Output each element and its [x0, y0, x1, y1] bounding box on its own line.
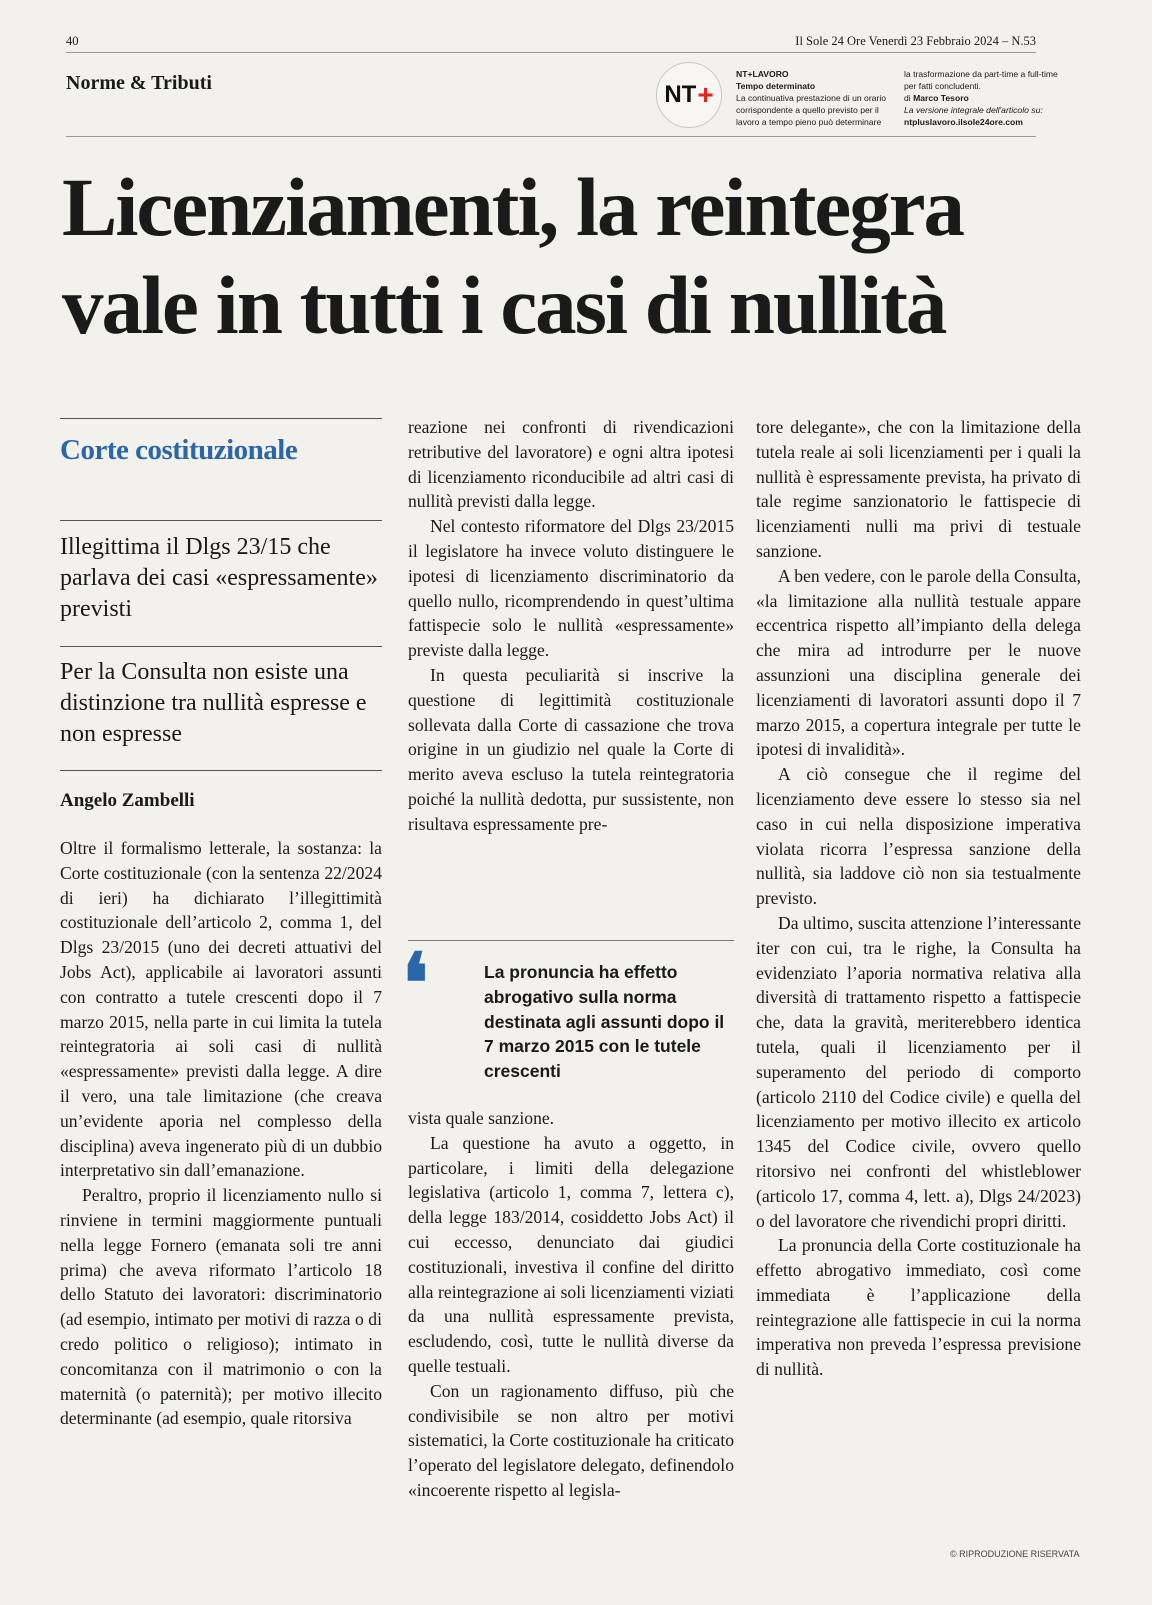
promo-author: Marco Tesoro: [913, 93, 969, 103]
divider: [60, 770, 382, 771]
promo-text-left: La continuativa prestazione di un orario corrispondente a quello previsto per il lavoro a tempo pieno può determinare: [736, 93, 887, 127]
promo-box-right: la trasformazione da part-time a full-time per fatti concludenti. di Marco Tesoro La versione integrale dell'articolo su: ntpluslavoro.ilsole24ore.com: [904, 69, 1058, 127]
edition-info: Il Sole 24 Ore Venerdì 23 Febbraio 2024 – N.53: [795, 34, 1036, 48]
promo-text-right: la trasformazione da part-time a full-time per fatti concludenti.: [904, 69, 1058, 91]
page-number: 40: [66, 34, 79, 48]
summary-1: Illegittima il Dlgs 23/15 che parlava dei casi «espressamente» previsti: [60, 534, 378, 622]
paragraph: A ciò consegue che il regime del licenziamento deve essere lo stesso sia nel caso in cui nella disposizione imperativa violata ricorra l’espressa sanzione della nullità, sia laddove ciò non sia testualmente previsto.: [756, 764, 1081, 909]
paragraph: tore delegante», che con la limitazione della tutela reale ai soli licenziamenti per i quali la nullità è espressamente prevista, ha privato di tale regime sanzionatorio le fattispecie di licenziamenti nulli ma privi di testuale sanzione.: [756, 417, 1081, 561]
promo-label: NT+LAVORO: [736, 69, 789, 79]
divider: [408, 940, 734, 941]
byline: Angelo Zambelli: [60, 790, 195, 811]
divider: [60, 646, 382, 647]
column-3: [756, 415, 1081, 1382]
promo-note: La versione integrale dell'articolo su:: [904, 105, 1043, 115]
paragraph: Con un ragionamento diffuso, più che condivisibile se non altro per motivi sistematici, la Corte costituzionale ha criticato l’operato del legislatore delegato, definendolo «incoerente rispetto al legisla-: [408, 1380, 734, 1500]
column-2-bottom: [408, 1106, 734, 1503]
nt-plus-logo: NT +: [656, 62, 722, 128]
paragraph: Peraltro, proprio il licenziamento nullo si rinviene in termini maggiormente puntuali nella legge Fornero (emanata soli tre anni prima) che aveva riformato l’articolo 18 dello Statuto dei lavoratori: discriminatorio (ad esempio, intimato per motivi di razza o di credo politico o religioso); intimato in concomitanza con il matrimonio o con la maternità (o paternità); per motivo illecito determinante (ad esempio, quale ritorsiva: [60, 1185, 382, 1429]
promo-url[interactable]: ntpluslavoro.ilsole24ore.com: [904, 117, 1023, 127]
divider: [60, 520, 382, 521]
paragraph: reazione nei confronti di rivendicazioni retributive del lavoratore) e ogni altra ipotesi di licenziamento riconducibile ad altri casi di nullità previsti dalla legge.: [408, 417, 734, 512]
column-2-top: [408, 415, 734, 837]
paragraph: vista quale sanzione.: [408, 1108, 555, 1128]
paragraph: Da ultimo, suscita attenzione l’interessante iter con cui, tra le righe, la Consulta ha evidenziato l’aporia normativa relativa alla diversità di trattamento rispetto a fattispecie che, data la gravità, meriterebbero identica tutela, quali il licenziamento per il superamento del periodo di comporto (articolo 2110 del Codice civile) e quella del licenziamento per motivo illecito ex articolo 1345 del Codice civile, ovvero quello ritorsivo nei confronti del whistleblower (articolo 17, comma 4, lett. a), Dlgs 24/2023) o del lavoratore che rivendichi propri diritti.: [756, 912, 1081, 1231]
pull-quote: La pronuncia ha effetto abrogativo sulla norma destinata agli assunti dopo il 7 marzo 2015 con le tutele crescenti: [484, 962, 725, 1082]
promo-box-left: [736, 68, 886, 128]
paragraph: Nel contesto riformatore del Dlgs 23/2015 il legislatore ha invece voluto distinguere le ipotesi di licenziamento discriminatorio da quello nullo, ricomprendendo in quest’ultima fattispecie solo le nullità «espressamente» previste dalla legge.: [408, 516, 734, 661]
kicker: Corte costituzionale: [60, 434, 298, 466]
paragraph: La pronuncia della Corte costituzionale ha effetto abrogativo immediato, così come immediata è l’applicazione della reintegrazione alle fattispecie in cui la norma imperativa non preveda l’espressa previsione di nullità.: [756, 1235, 1081, 1380]
summary-2: Per la Consulta non esiste una distinzione tra nullità espresse e non espresse: [60, 659, 367, 747]
top-bar: [66, 30, 1036, 53]
header-divider: [66, 136, 1036, 137]
section-title: Norme & Tributi: [66, 72, 212, 94]
promo-title: Tempo determinato: [736, 81, 816, 91]
paragraph: In questa peculiarità si inscrive la questione di legittimità costituzionale sollevata dalla Corte di cassazione che trova origine in un giudizio nel quale la Corte di merito aveva escluso la tutela reintegratoria poiché la nullità dedotta, pur sussistente, non risultava espressamente pre-: [408, 664, 734, 834]
paragraph: A ben vedere, con le parole della Consulta, «la limitazione alla nullità testuale appare eccentrica rispetto all’impianto della delega che mira ad introdurre per le nuove assunzioni una disciplina generale dei licenziamenti di lavoratori assunti dopo il 7 marzo 2015, a copertura integrale per tutte le ipotesi di invalidità».: [756, 565, 1081, 760]
column-1: [60, 836, 382, 1431]
quote-mark-icon: ❛: [402, 939, 429, 1030]
paragraph: Oltre il formalismo letterale, la sostanza: la Corte costituzionale (con la sentenza 22/2024 di ieri) ha dichiarato l’illegittimità costituzionale dell’articolo 2, comma 1, del Dlgs 23/2015 (uno dei decreti attuativi del Jobs Act), applicabile ai lavoratori assunti con contratto a tutele crescenti dopo il 7 marzo 2015, nella parte in cui limita la tutela reintegratoria ai soli casi di nullità «espressamente» previsti dalla legge. A dire il vero, una tale limitazione (che creava un’evidente aporia nel complesso della disciplina) aveva ingenerato più di un dubbio interpretativo sin dall’emanazione.: [60, 838, 382, 1181]
copyright-notice: © RIPRODUZIONE RISERVATA: [950, 1549, 1080, 1559]
divider: [60, 418, 382, 419]
headline: Licenziamenti, la reintegra vale in tutti i casi di nullità: [62, 161, 964, 351]
paragraph: La questione ha avuto a oggetto, in particolare, i limiti della delegazione legislativa (articolo 1, comma 7, lettera c), della legge 183/2014, cosiddetto Jobs Act) il cui eccesso, denunciato dai giudici costituzionali, investiva il confine del diritto alla reintegrazione ai soli licenziamenti viziati da una nullità espressamente prevista, escludendo, così, tutte le nullità diverse da quelle testuali.: [408, 1132, 734, 1376]
